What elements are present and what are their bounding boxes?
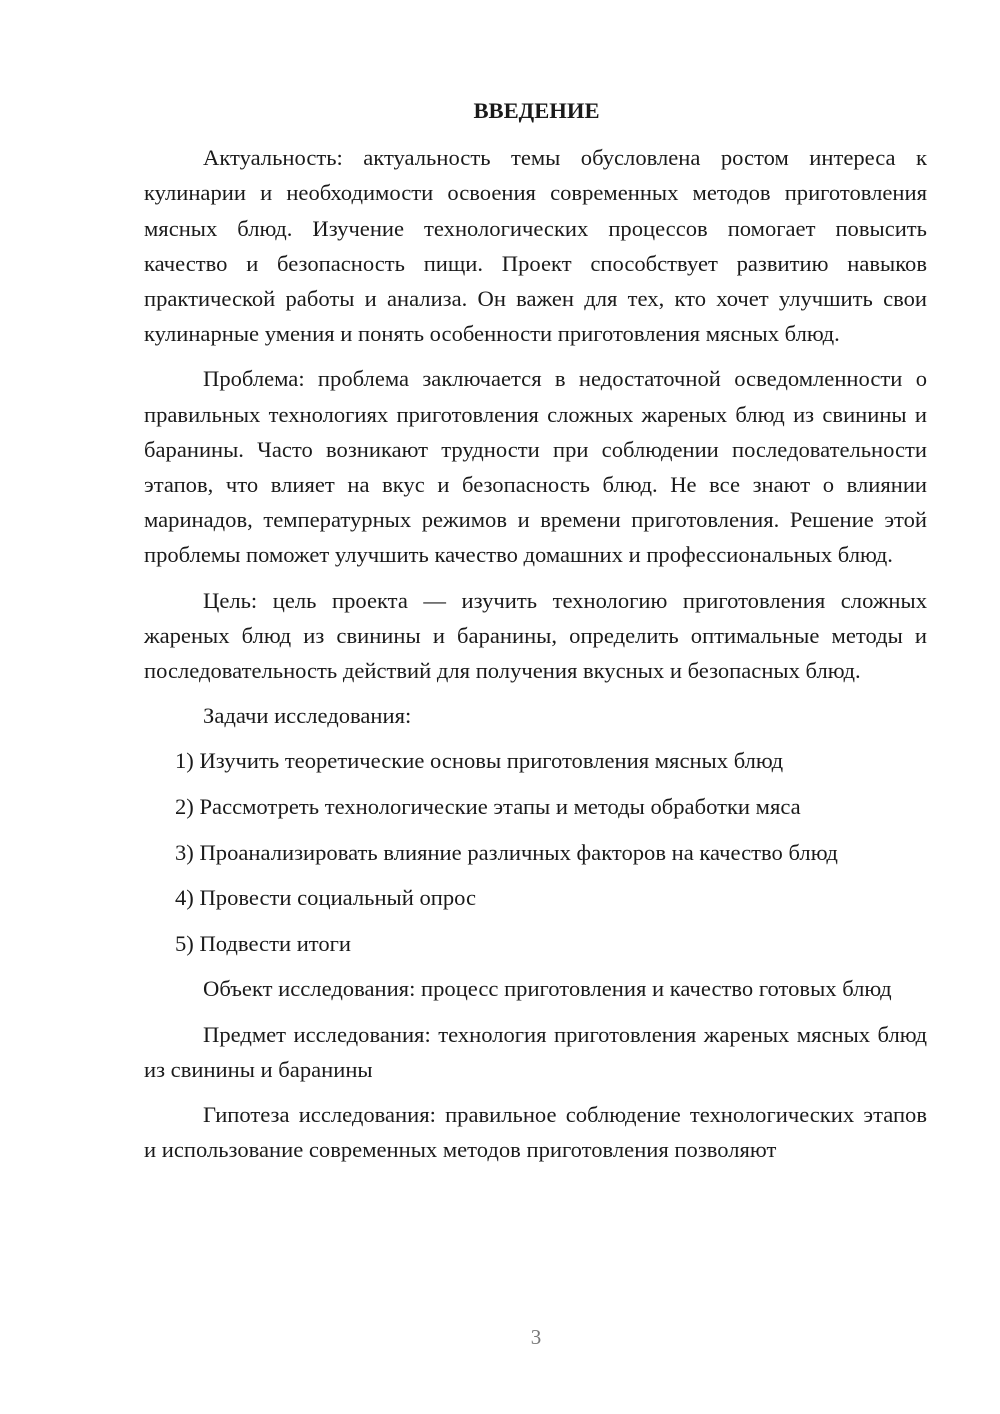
page-number: 3: [530, 1325, 542, 1349]
task-item-5: 5) Подвести итоги: [175, 930, 352, 956]
paragraph-goal: Цель: цель проекта — изучить технологию приготовления сложных жареных блюд из свинины и баранины, определить оптимальные методы и последовательность действий для получения вкусных и безопасных блюд.: [144, 587, 927, 684]
page-content: [144, 93, 927, 1177]
task-item-3: 3) Проанализировать влияние различных факторов на качество блюд: [175, 839, 838, 865]
paragraph-subject: Предмет исследования: технология приготовления жареных мясных блюд из свинины и баранины: [144, 1021, 927, 1082]
tasks-list: [144, 743, 927, 961]
task-item-1: 1) Изучить теоретические основы приготовления мясных блюд: [175, 748, 784, 774]
paragraph-relevance: Актуальность: актуальность темы обусловлена ростом интереса к кулинарии и необходимости освоения современных методов приготовления мясных блюд. Изучение технологических процессов помогает повысить качество и безопасность пищи. Проект способствует развитию навыков практической работы и анализа. Он важен для тех, кто хочет улучшить свои кулинарные умения и понять особенности приготовления мясных блюд.: [144, 145, 927, 347]
section-title: ВВЕДЕНИЕ: [473, 98, 600, 123]
task-item-4: 4) Провести социальный опрос: [175, 885, 477, 911]
task-item-2: 2) Рассмотреть технологические этапы и методы обработки мяса: [175, 794, 801, 820]
paragraph-object: Объект исследования: процесс приготовления и качество готовых блюд: [203, 976, 892, 1002]
paragraph-hypothesis: Гипотеза исследования: правильное соблюдение технологических этапов и использование современных методов приготовления позволяют: [144, 1102, 927, 1163]
paragraph-problem: Проблема: проблема заключается в недостаточной осведомленности о правильных технологиях приготовления сложных жареных блюд из свинины и баранины. Часто возникают трудности при соблюдении последовательности этапов, что влияет на вкус и безопасность блюд. Не все знают о влиянии маринадов, температурных режимов и времени приготовления. Решение этой проблемы поможет улучшить качество домашних и профессиональных блюд.: [144, 366, 927, 568]
tasks-heading: Задачи исследования:: [203, 703, 412, 729]
